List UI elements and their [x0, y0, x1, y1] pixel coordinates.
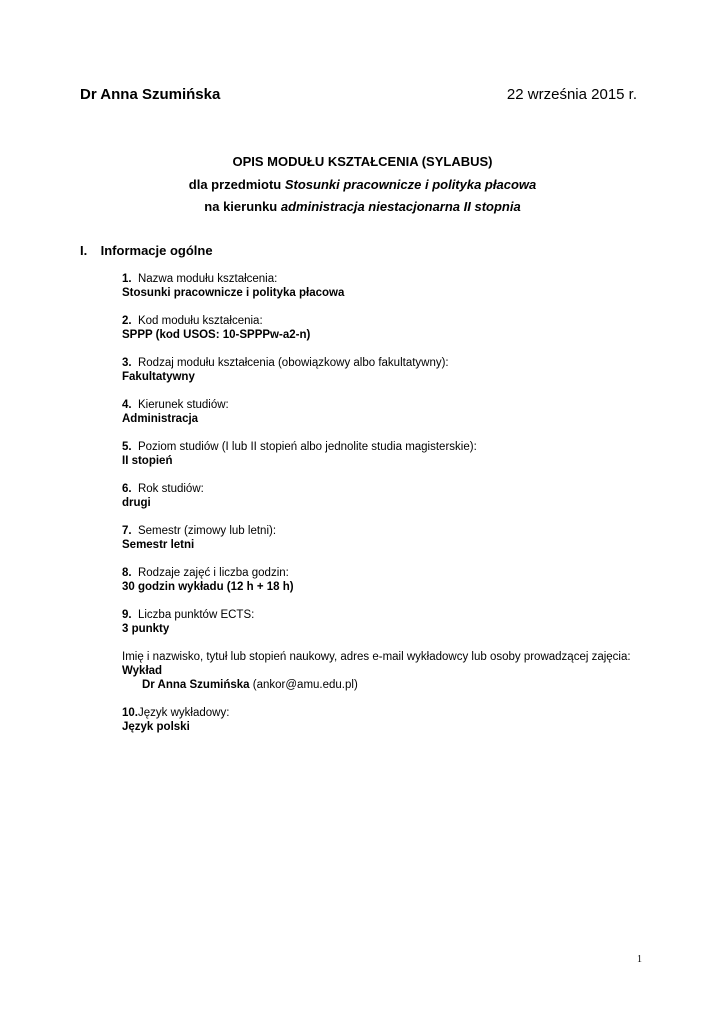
info-item-level [122, 440, 645, 468]
info-item-hours [122, 566, 645, 594]
item-label: Liczba punktów ECTS: [137, 609, 255, 621]
title-line-2 [0, 174, 725, 197]
item-number: 4. [122, 399, 132, 411]
info-item-language [122, 706, 645, 734]
page-number: 1 [637, 954, 642, 965]
item-number: 3. [122, 357, 132, 369]
item-number: 6. [122, 483, 132, 495]
title-line-2-prefix: dla przedmiotu [188, 176, 285, 192]
item-number: 5. [122, 441, 132, 453]
info-item-year [122, 482, 645, 510]
item-label: Rodzaj modułu kształcenia (obowiązkowy albo fakultatywny): [137, 357, 449, 369]
lecturer-name: Dr Anna Szumińska [142, 679, 250, 691]
item-label: Poziom studiów (I lub II stopień albo jednolite studia magisterskie): [137, 441, 477, 453]
document-header [80, 86, 637, 103]
item-value: Administracja [122, 413, 199, 425]
lecture-type: Wykład [122, 665, 163, 677]
title-block [0, 151, 725, 219]
lecturer-email: (ankor@amu.edu.pl) [252, 679, 358, 691]
item-number: 1. [122, 273, 132, 285]
item-number: 2. [122, 315, 132, 327]
item-label: Imię i nazwisko, tytuł lub stopień naukowy, adres e-mail wykładowcy lub osoby prowadzącej zajęcia: [122, 651, 631, 663]
item-number: 7. [122, 525, 132, 537]
item-number: 9. [122, 609, 132, 621]
section-title: Informacje ogólne [100, 243, 213, 258]
item-label: Nazwa modułu kształcenia: [137, 273, 278, 285]
item-value: Semestr letni [122, 539, 195, 551]
info-item-field [122, 398, 645, 426]
item-value: Fakultatywny [122, 371, 195, 383]
item-label: Kod modułu kształcenia: [137, 315, 263, 327]
document-date: 22 września 2015 r. [506, 86, 637, 103]
item-number: 10. [122, 707, 138, 719]
info-item-module-type [122, 356, 645, 384]
info-item-module-name [122, 272, 645, 300]
lecturer-line [122, 678, 645, 692]
item-label: Rodzaje zajęć i liczba godzin: [137, 567, 289, 579]
section-number: I. [80, 243, 88, 258]
item-value: SPPP (kod USOS: 10-SPPPw-a2-n) [122, 329, 311, 341]
author-name: Dr Anna Szumińska [80, 86, 221, 103]
item-value: Język polski [122, 721, 190, 733]
item-value: 30 godzin wykładu (12 h + 18 h) [122, 581, 294, 593]
item-value: 3 punkty [122, 623, 170, 635]
info-item-semester [122, 524, 645, 552]
title-line-1: OPIS MODUŁU KSZTAŁCENIA (SYLABUS) [232, 154, 493, 169]
item-label: Kierunek studiów: [137, 399, 229, 411]
subject-name: Stosunki pracownicze i polityka płacowa [284, 176, 537, 192]
item-value: Stosunki pracownicze i polityka płacowa [122, 287, 345, 299]
title-line-3 [0, 196, 725, 219]
item-value: II stopień [122, 455, 173, 467]
info-list [122, 272, 645, 748]
field-of-study: administracja niestacjonarna II stopnia [280, 199, 521, 214]
item-value: drugi [122, 497, 151, 509]
info-item-lecturer [122, 650, 645, 692]
item-label: Rok studiów: [137, 483, 204, 495]
item-label: Język wykładowy: [138, 707, 230, 719]
info-item-ects [122, 608, 645, 636]
section-heading [80, 243, 213, 258]
item-label: Semestr (zimowy lub letni): [137, 525, 277, 537]
item-number: 8. [122, 567, 132, 579]
info-item-module-code [122, 314, 645, 342]
title-line-3-prefix: na kierunku [204, 199, 281, 214]
